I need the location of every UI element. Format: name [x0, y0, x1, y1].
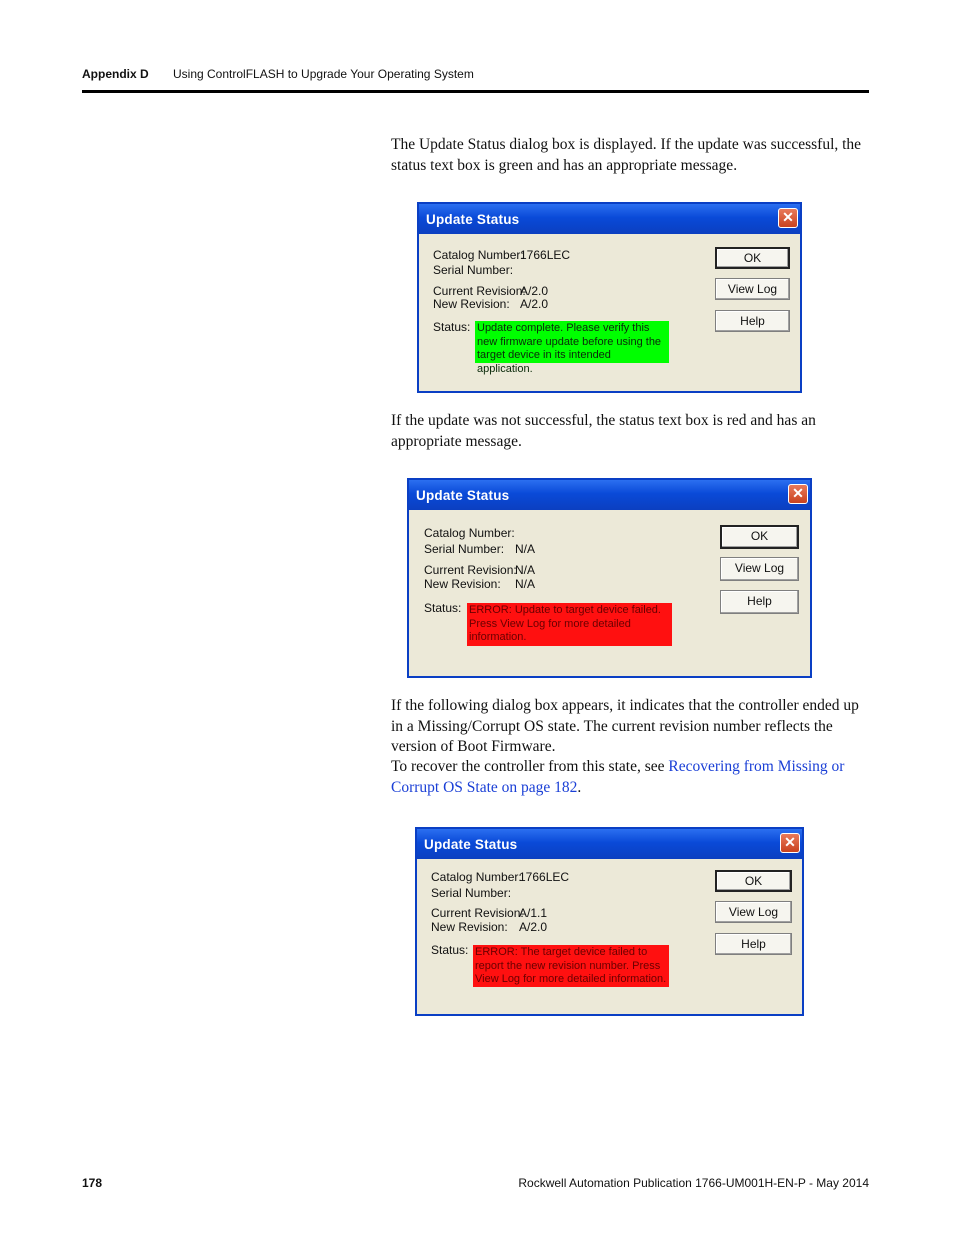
view-log-button[interactable]: View Log: [715, 278, 790, 300]
catalog-number-label: Catalog Number:: [433, 248, 524, 262]
serial-number-label: Serial Number:: [424, 542, 505, 556]
new-revision-label: New Revision:: [424, 577, 501, 591]
dialog-titlebar: [417, 829, 802, 859]
catalog-number-label: Catalog Number:: [424, 526, 515, 540]
paragraph-failure-intro: If the update was not successful, the status text box is red and has an appropriate message.: [391, 412, 816, 450]
current-revision-label: Current Revision:: [424, 563, 517, 577]
current-revision-label: Current Revision:: [433, 284, 526, 298]
catalog-number-value: 1766LEC: [519, 870, 570, 884]
publication-info: Rockwell Automation Publication 1766-UM001H-EN-P - May 2014: [518, 1176, 869, 1190]
status-text-box: ERROR: The target device failed to report the new revision number. Press View Log for more detailed information.: [473, 945, 669, 987]
close-icon[interactable]: ✕: [778, 208, 798, 228]
current-revision-value: A/2.0: [520, 284, 549, 298]
view-log-button[interactable]: View Log: [720, 557, 799, 581]
appendix-label: Appendix D: [82, 67, 149, 81]
dialog-title: Update Status: [426, 212, 520, 227]
current-revision-value: A/1.1: [519, 906, 548, 920]
recover-text: To recover the controller from this state, see: [391, 758, 669, 775]
dialog-titlebar: [409, 480, 810, 510]
new-revision-value: A/2.0: [520, 297, 549, 311]
paragraph-recover: [391, 757, 869, 798]
view-log-button[interactable]: View Log: [715, 901, 792, 923]
ok-button[interactable]: OK: [715, 870, 792, 892]
update-status-dialog-failure: [407, 478, 812, 678]
ok-button[interactable]: OK: [715, 247, 790, 269]
serial-number-label: Serial Number:: [431, 886, 512, 900]
close-icon[interactable]: ✕: [780, 833, 800, 853]
recovering-link[interactable]: Recovering from Missing or Corrupt OS State on page 182: [391, 758, 845, 796]
ok-button[interactable]: OK: [720, 525, 799, 549]
dialog-title: Update Status: [424, 837, 518, 852]
status-label: Status:: [431, 943, 469, 957]
help-button[interactable]: Help: [720, 590, 799, 614]
update-status-dialog-success: [417, 202, 802, 393]
paragraph-missing-os: If the following dialog box appears, it indicates that the controller ended up in a Missing/Corrupt OS state. The current revision number reflects the version of Boot Firmware.: [391, 697, 859, 755]
recover-end: .: [577, 778, 582, 796]
serial-number-value: N/A: [515, 542, 536, 556]
page-number: 178: [82, 1176, 103, 1190]
help-button[interactable]: Help: [715, 310, 790, 332]
new-revision-label: New Revision:: [431, 920, 508, 934]
status-text-box: Update complete. Please verify this new firmware update before using the target device in its intended application.: [475, 321, 669, 363]
dialog-titlebar: [419, 204, 800, 234]
dialog-title: Update Status: [416, 488, 510, 503]
status-text-box: ERROR: Update to target device failed. Press View Log for more detailed information.: [467, 603, 672, 646]
catalog-number-value: 1766LEC: [520, 248, 571, 262]
new-revision-value: N/A: [515, 577, 536, 591]
paragraph-success-intro: The Update Status dialog box is displayed. If the update was successful, the status text box is green and has an appropriate message.: [391, 136, 862, 174]
help-button[interactable]: Help: [715, 933, 792, 955]
current-revision-label: Current Revision:: [431, 906, 524, 920]
status-label: Status:: [424, 601, 462, 615]
close-icon[interactable]: ✕: [788, 484, 808, 504]
serial-number-label: Serial Number:: [433, 263, 514, 277]
status-label: Status:: [433, 320, 471, 334]
new-revision-value: A/2.0: [519, 920, 548, 934]
chapter-title: Using ControlFLASH to Upgrade Your Operating System: [173, 67, 474, 81]
current-revision-value: N/A: [515, 563, 536, 577]
update-status-dialog-corrupt-os: [415, 827, 804, 1016]
page-header: [82, 66, 869, 93]
catalog-number-label: Catalog Number:: [431, 870, 522, 884]
new-revision-label: New Revision:: [433, 297, 510, 311]
